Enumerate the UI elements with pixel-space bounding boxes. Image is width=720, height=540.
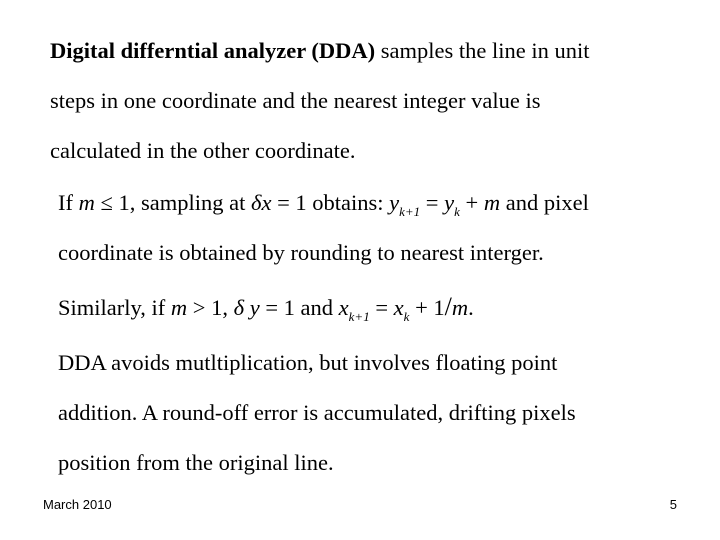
dda-term: Digital differntial analyzer (DDA) bbox=[50, 38, 376, 63]
p2-eq1: = 1 obtains: bbox=[271, 190, 390, 215]
para3-line1 bbox=[58, 292, 474, 324]
para1-line3 bbox=[50, 140, 356, 163]
para1-line2 bbox=[50, 90, 540, 113]
p3-delta: δ bbox=[233, 295, 245, 320]
para1-line1-rest: samples the line in unit bbox=[375, 38, 590, 63]
p3-y: y bbox=[244, 295, 260, 320]
para1-line2-text: steps in one coordinate and the nearest integer value is bbox=[50, 88, 541, 113]
para4-line1-text: DDA avoids mutltiplication, but involves floating point bbox=[58, 350, 558, 375]
p3-dot: . bbox=[468, 295, 474, 320]
p3-x: x bbox=[338, 295, 349, 320]
p2-if: If bbox=[58, 190, 79, 215]
p3-gt1: > 1, bbox=[187, 295, 234, 320]
para2-line1 bbox=[58, 190, 589, 219]
para2-line2 bbox=[58, 242, 544, 265]
p2-plus: + bbox=[459, 190, 484, 215]
para4-line3 bbox=[58, 452, 334, 475]
para2-line2-text: coordinate is obtained by rounding to nearest interger. bbox=[58, 240, 544, 265]
p2-sub-k: k bbox=[454, 204, 460, 219]
p3-x2: x bbox=[393, 295, 404, 320]
p3-eq1: = 1 and bbox=[259, 295, 339, 320]
p3-slash: / bbox=[444, 292, 452, 321]
para1-line1 bbox=[50, 40, 590, 63]
p2-y: y bbox=[389, 190, 400, 215]
p3-eq: = bbox=[369, 295, 394, 320]
p2-m: m bbox=[78, 190, 95, 215]
p2-le1: ≤ 1, sampling at bbox=[94, 190, 251, 215]
p3-sub-k: k bbox=[403, 309, 410, 324]
p2-delta: δ bbox=[250, 190, 262, 215]
para1-line3-text: calculated in the other coordinate. bbox=[50, 138, 356, 163]
footer-date: March 2010 bbox=[43, 497, 112, 512]
page-number: 5 bbox=[669, 497, 677, 512]
p3-plus: + 1 bbox=[409, 295, 445, 320]
para4-line3-text: position from the original line. bbox=[58, 450, 334, 475]
para4-line2 bbox=[58, 402, 576, 425]
p2-y2: y bbox=[444, 190, 455, 215]
p2-m2: m bbox=[483, 190, 501, 215]
para4-line2-text: addition. A round-off error is accumulated, drifting pixels bbox=[58, 400, 576, 425]
p2-x: x bbox=[261, 190, 272, 215]
p2-tail: and pixel bbox=[500, 190, 589, 215]
p3-m2: m bbox=[451, 295, 469, 320]
p3-sub-k1: k+1 bbox=[348, 309, 370, 324]
p2-sub-k1: k+1 bbox=[399, 204, 421, 219]
p2-eq: = bbox=[420, 190, 445, 215]
p3-m: m bbox=[170, 295, 188, 320]
para4-line1 bbox=[58, 352, 557, 375]
p3-similarly: Similarly, if bbox=[58, 295, 171, 320]
